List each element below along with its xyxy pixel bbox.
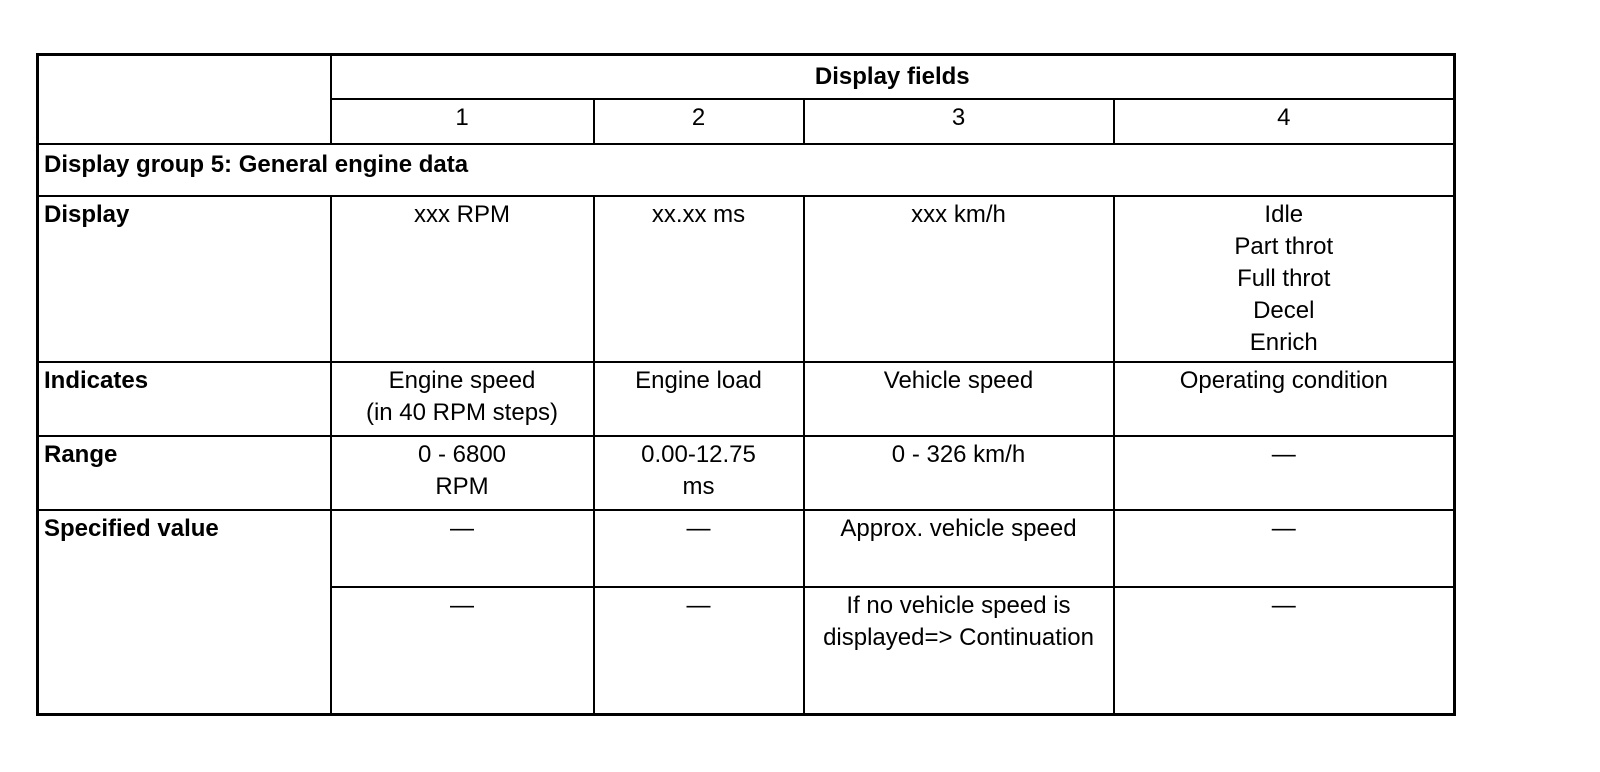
- specified-2-cell-2: [594, 587, 804, 715]
- range-label: Range: [38, 436, 331, 510]
- cell-text: —: [450, 591, 474, 619]
- cell-text: xxx km/h: [911, 200, 1006, 228]
- cell-text: Idle: [1264, 200, 1304, 228]
- column-header-1: 1: [331, 99, 594, 144]
- cell-text: RPM: [435, 472, 489, 500]
- indicates-cell-2: [594, 362, 804, 436]
- cell-text: —: [1271, 440, 1296, 468]
- cell-text: ms: [682, 472, 715, 500]
- range-cell-2: [594, 436, 804, 510]
- cell-text: —: [686, 591, 711, 619]
- cell-text: xxx RPM: [414, 200, 510, 228]
- indicates-label: Indicates: [38, 362, 331, 436]
- specified-2-cell-4: [1114, 587, 1455, 715]
- cell-text: Operating condition: [1179, 366, 1388, 394]
- cell-text: Decel: [1253, 296, 1315, 324]
- corner-cell: [38, 55, 331, 144]
- cell-text: xx.xx ms: [651, 200, 746, 228]
- cell-text: —: [450, 514, 474, 542]
- display-cell-1: [331, 196, 594, 362]
- specified-cell-2: [594, 510, 804, 587]
- cell-text: Approx. vehicle speed: [840, 514, 1077, 542]
- range-cell-4: [1114, 436, 1455, 510]
- range-cell-1: [331, 436, 594, 510]
- range-cell-3: [804, 436, 1114, 510]
- column-header-3: 3: [804, 99, 1114, 144]
- specified-2-cell-3: [804, 587, 1114, 715]
- range-row: [38, 436, 1455, 510]
- cell-text: —: [686, 514, 711, 542]
- cell-text: 0 - 326 km/h: [891, 440, 1026, 468]
- display-label: Display: [38, 196, 331, 362]
- specified-cell-1: [331, 510, 594, 587]
- cell-text: Full throt: [1237, 264, 1331, 292]
- indicates-cell-4: [1114, 362, 1455, 436]
- group-title: Display group 5: General engine data: [38, 144, 1455, 196]
- cell-text: —: [1271, 514, 1296, 542]
- cell-text: —: [1271, 591, 1296, 619]
- cell-text: Engine speed: [388, 366, 536, 394]
- engine-data-table: [36, 53, 1456, 716]
- specified-cell-3: [804, 510, 1114, 587]
- header-row: [38, 55, 1455, 99]
- indicates-row: [38, 362, 1455, 436]
- cell-text: displayed=> Continuation: [823, 623, 1094, 651]
- specified-2-cell-1: [331, 587, 594, 715]
- cell-text: Part throt: [1234, 232, 1334, 260]
- cell-text: If no vehicle speed is: [846, 591, 1071, 619]
- cell-text: 0 - 6800: [417, 440, 507, 468]
- cell-text: (in 40 RPM steps): [365, 398, 559, 426]
- group-row: [38, 144, 1455, 196]
- cell-text: 0.00-12.75: [641, 440, 756, 468]
- column-header-2: 2: [594, 99, 804, 144]
- cell-text: Engine load: [635, 366, 762, 394]
- specified-cell-4: [1114, 510, 1455, 587]
- column-header-4: 4: [1114, 99, 1455, 144]
- display-cell-2: [594, 196, 804, 362]
- specified-row: [38, 510, 1455, 587]
- specified-label: Specified value: [38, 510, 331, 715]
- display-cell-3: [804, 196, 1114, 362]
- display-cell-4: [1114, 196, 1455, 362]
- display-row: [38, 196, 1455, 362]
- indicates-cell-3: [804, 362, 1114, 436]
- display-fields-header: Display fields: [331, 55, 1455, 99]
- cell-text: Vehicle speed: [883, 366, 1034, 394]
- indicates-cell-1: [331, 362, 594, 436]
- cell-text: Enrich: [1249, 328, 1318, 356]
